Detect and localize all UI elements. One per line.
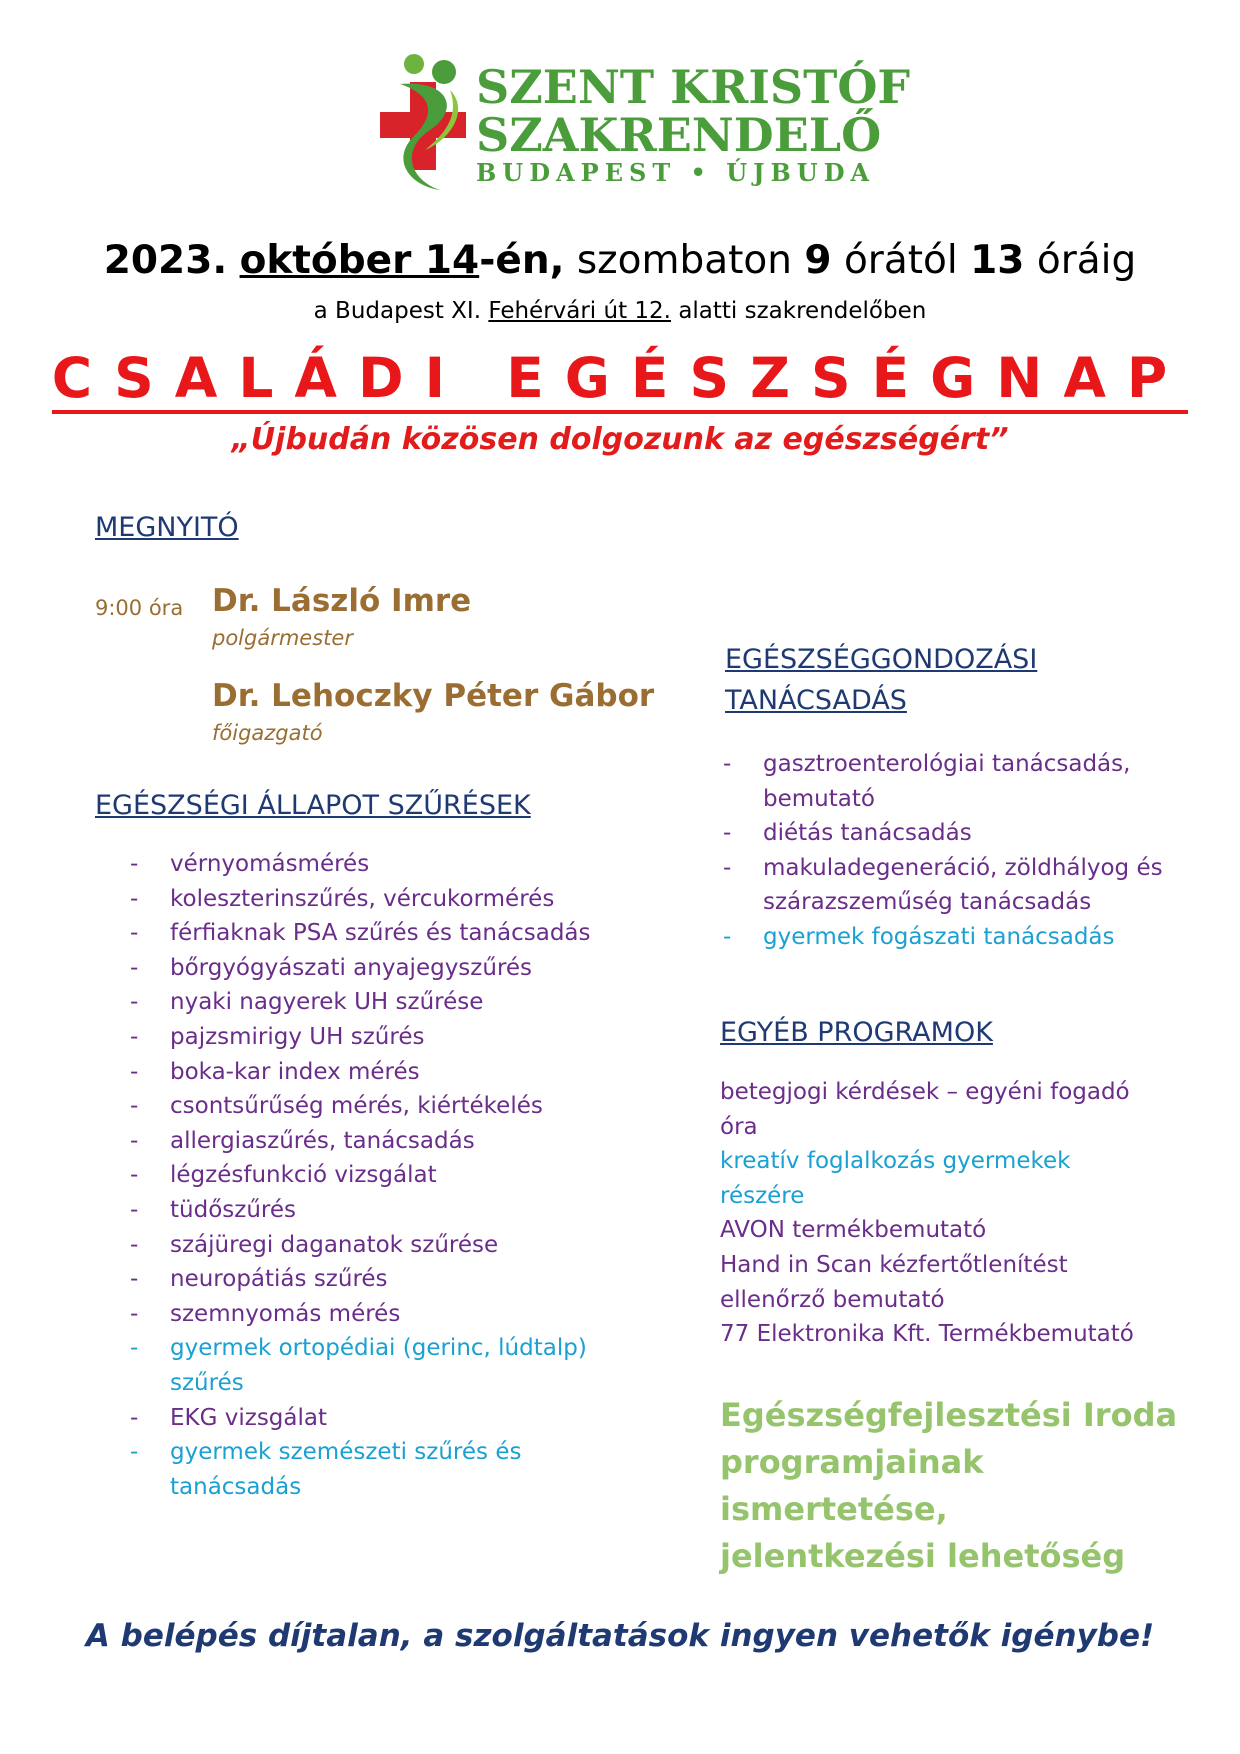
health-office-line: Egészségfejlesztési Iroda — [720, 1396, 1178, 1434]
opening-heading: MEGNYITÓ — [95, 512, 239, 543]
screening-heading: EGÉSZSÉGI ÁLLAPOT SZŰRÉSEK — [95, 790, 531, 821]
other-program-line: kreatív foglalkozás gyermekek — [720, 1148, 1071, 1175]
list-bullet: - — [130, 1127, 139, 1154]
list-bullet: - — [130, 1231, 139, 1258]
speaker-role: polgármester — [212, 626, 353, 650]
list-item-text: EKG vizsgálat — [170, 1404, 328, 1431]
event-date-suffix: -én, — [479, 238, 565, 283]
list-item-text: szájüregi daganatok szűrése — [170, 1231, 499, 1258]
list-item-text: makuladegeneráció, zöldhályog és — [763, 854, 1163, 881]
list-item — [130, 1124, 650, 1159]
list-item — [130, 1401, 650, 1436]
list-item — [130, 916, 650, 951]
list-item — [130, 1089, 650, 1124]
list-item-text: nyaki nagyerek UH szűrése — [170, 989, 484, 1016]
page-title-text: CSALÁDI EGÉSZSÉGNAP — [52, 346, 1188, 414]
other-program-line: részére — [720, 1182, 805, 1209]
list-bullet: - — [130, 885, 139, 912]
list-item-text: gasztroenterológiai tanácsadás, — [763, 751, 1131, 777]
opening-time: 9:00 óra — [95, 596, 184, 620]
list-bullet: - — [130, 1093, 139, 1120]
logo-text-line3: BUDAPEST • ÚJBUDA — [476, 158, 876, 187]
list-bullet: - — [130, 1162, 139, 1189]
counseling-heading-line2: TANÁCSADÁS — [725, 685, 907, 716]
event-from-hour: 9 — [804, 238, 832, 283]
list-item — [130, 1158, 650, 1193]
list-bullet: - — [130, 1196, 139, 1223]
other-program-line: AVON termékbemutató — [720, 1217, 987, 1244]
list-item — [130, 1228, 650, 1263]
logo-emblem-icon — [380, 50, 476, 195]
list-item-text: bőrgyógyászati anyajegyszűrés — [170, 954, 533, 981]
speaker-name: Dr. Lehoczky Péter Gábor — [212, 678, 655, 714]
list-item-text: gyermek fogászati tanácsadás — [763, 923, 1115, 950]
page-subtitle: „Újbudán közösen dolgozunk az egészségért” — [231, 422, 1009, 457]
health-office-line: jelentkezési lehetőség — [720, 1537, 1126, 1575]
logo-text-line1: SZENT KRISTÓF — [476, 60, 911, 114]
list-item-text: csontsűrűség mérés, kiértékelés — [170, 1093, 543, 1120]
screening-list — [130, 847, 650, 1504]
list-item — [130, 1055, 650, 1090]
list-item-text: tüdőszűrés — [170, 1196, 296, 1223]
list-item-text: vérnyomásmérés — [170, 851, 370, 877]
list-bullet: - — [130, 1335, 139, 1362]
list-item — [130, 1297, 650, 1332]
list-item-text: gyermek szemészeti szűrés és — [170, 1439, 522, 1466]
list-item — [723, 816, 1163, 851]
list-item — [130, 951, 650, 986]
list-item-text: allergiaszűrés, tanácsadás — [170, 1127, 475, 1154]
list-item-text: szemnyomás mérés — [170, 1300, 401, 1327]
list-item-text: férfiaknak PSA szűrés és tanácsadás — [170, 920, 591, 947]
list-item — [130, 1331, 650, 1400]
list-item-text: boka-kar index mérés — [170, 1058, 420, 1085]
list-item — [723, 747, 1163, 816]
list-item-text: légzésfunkció vizsgálat — [170, 1162, 437, 1189]
speaker-name: Dr. László Imre — [212, 583, 472, 619]
footer-note: A belépés díjtalan, a szolgáltatások ingyen vehetők igénybe! — [85, 1618, 1155, 1654]
list-bullet: - — [130, 920, 139, 947]
list-bullet: - — [130, 989, 139, 1016]
list-item — [130, 1262, 650, 1297]
list-bullet: - — [723, 854, 732, 881]
list-item — [130, 847, 650, 882]
list-item-text: bemutató — [763, 785, 875, 812]
list-bullet: - — [130, 954, 139, 981]
address-prefix: a Budapest XI. — [313, 298, 482, 324]
other-program-line: Hand in Scan kézfertőtlenítést — [720, 1251, 1068, 1278]
event-date: október 14 — [239, 238, 480, 283]
logo-text-line2: SZAKRENDELŐ — [476, 108, 882, 162]
list-bullet: - — [723, 751, 732, 777]
list-item-text: szűrés — [170, 1369, 244, 1396]
other-program-line: betegjogi kérdések – egyéni fogadó — [720, 1079, 1130, 1105]
list-item — [130, 1193, 650, 1228]
list-item-text: diétás tanácsadás — [763, 820, 972, 847]
event-date-line — [0, 238, 1240, 283]
list-item — [723, 851, 1163, 920]
list-bullet: - — [723, 820, 732, 847]
list-item — [130, 882, 650, 917]
list-item — [130, 1435, 650, 1504]
event-from-word: órától — [843, 238, 958, 283]
list-bullet: - — [130, 1439, 139, 1466]
list-item-text: koleszterinszűrés, vércukormérés — [170, 885, 555, 912]
list-item — [130, 1020, 650, 1055]
address-street: Fehérvári út 12. — [488, 298, 671, 324]
list-bullet: - — [130, 1058, 139, 1085]
page-title — [0, 346, 1240, 410]
logo — [380, 50, 911, 195]
list-bullet: - — [130, 1404, 139, 1431]
health-office-line: programjainak ismertetése, — [720, 1443, 984, 1528]
health-office-note — [720, 1392, 1200, 1580]
list-item — [723, 920, 1163, 955]
list-bullet: - — [130, 1300, 139, 1327]
list-item-text: szárazszeműség tanácsadás — [763, 889, 1092, 916]
list-item — [130, 985, 650, 1020]
other-programs-list — [720, 1075, 1180, 1352]
event-address — [0, 298, 1240, 324]
counseling-heading-line1: EGÉSZSÉGGONDOZÁSI — [725, 644, 1038, 675]
event-day: szombaton — [576, 238, 792, 283]
list-bullet: - — [130, 1266, 139, 1293]
speaker-role: főigazgató — [212, 721, 323, 745]
list-bullet: - — [130, 851, 139, 877]
event-to-hour: 13 — [970, 238, 1025, 283]
counseling-list — [723, 747, 1163, 955]
list-item-text: pajzsmirigy UH szűrés — [170, 1023, 425, 1050]
list-item-text: gyermek ortopédiai (gerinc, lúdtalp) — [170, 1335, 587, 1362]
address-suffix: alatti szakrendelőben — [678, 298, 927, 324]
list-bullet: - — [723, 923, 732, 950]
event-to-word: óráig — [1036, 238, 1137, 283]
event-year: 2023. — [103, 238, 228, 283]
other-programs-heading: EGYÉB PROGRAMOK — [720, 1017, 993, 1048]
other-program-line: 77 Elektronika Kft. Termékbemutató — [720, 1321, 1134, 1348]
list-bullet: - — [130, 1023, 139, 1050]
list-item-text: neuropátiás szűrés — [170, 1266, 388, 1293]
other-program-line: ellenőrző bemutató — [720, 1286, 945, 1313]
other-program-line: óra — [720, 1113, 758, 1140]
list-item-text: tanácsadás — [170, 1473, 302, 1500]
